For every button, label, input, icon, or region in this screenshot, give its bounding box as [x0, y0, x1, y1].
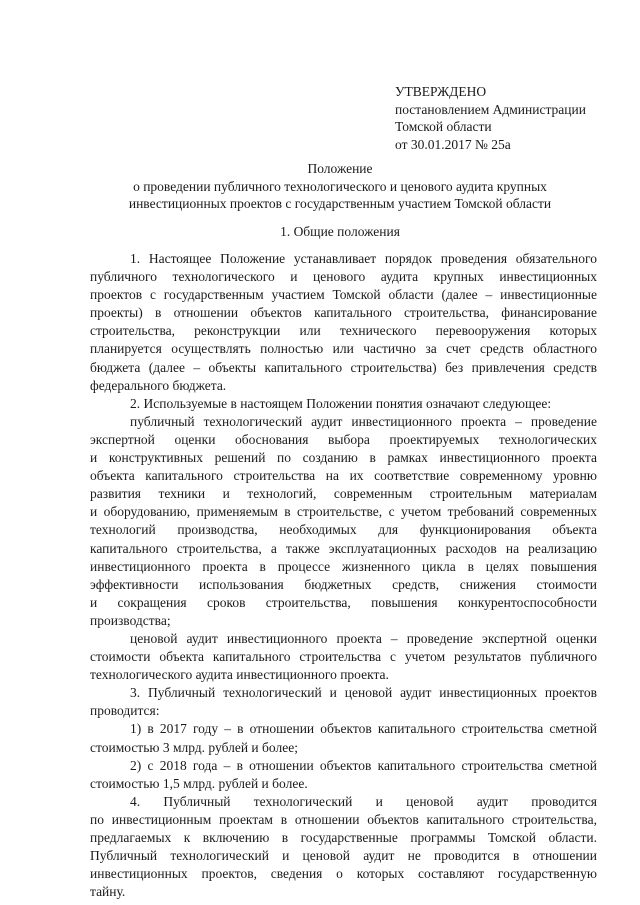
- approval-stamp: [395, 83, 586, 153]
- title-line-1: Положение: [307, 161, 373, 176]
- body-line: эффективности использования бюджетных средств, снижения стоимости: [90, 576, 597, 592]
- body-line: 4. Публичный технологический и ценовой аудит проводится: [130, 793, 597, 809]
- body-line: 1. Настоящее Положение устанавливает порядок проведения обязательного: [130, 251, 597, 266]
- approval-status: УТВЕРЖДЕНО: [395, 84, 487, 99]
- body-text: [90, 250, 597, 901]
- body-line: публичный технологический аудит инвестиционного проекта – проведение: [130, 413, 597, 429]
- approval-line-3: от 30.01.2017 № 25а: [395, 136, 511, 152]
- body-line: и сокращения сроков строительства, повышения конкурентоспособности: [90, 594, 597, 610]
- body-line: стоимостью 1,5 млрд. рублей и более.: [90, 775, 308, 791]
- body-line: 1) в 2017 году – в отношении объектов капитального строительства сметной: [130, 721, 597, 737]
- body-line: экспертной оценки обоснования выбора проектируемых технологических: [90, 431, 597, 447]
- section-heading: 1. Общие положения: [280, 224, 400, 239]
- body-line: технологий производства, необходимых для функционирования объекта: [90, 522, 597, 538]
- body-line: Публичный технологический и ценовой аудит не проводится в отношении: [90, 848, 597, 864]
- body-line: строительства, реконструкции или технического перевооружения которых: [90, 323, 597, 339]
- body-line: планируется осуществлять полностью или частично за счет средств областного: [90, 341, 597, 357]
- body-line: тайну.: [90, 884, 126, 900]
- approval-line-2: Томской области: [395, 119, 492, 134]
- title-line-2: о проведении публичного технологического и ценового аудита крупных: [133, 178, 547, 194]
- body-line: капитального строительства, а также эксплуатационных расходов на реализацию: [90, 540, 597, 556]
- body-line: проекты) в отношении объектов капитального строительства, финансирование: [90, 305, 597, 321]
- body-line: и оборудованию, применяемым в строительстве, с учетом требований современных: [90, 504, 597, 520]
- body-line: инвестиционных проектов, сведения о которых составляют государственную: [90, 866, 597, 882]
- body-line: предлагаемых к включению в государственные программы Томской области.: [90, 830, 597, 845]
- body-line: объекта капитального строительства на их соответствие современному уровню: [90, 468, 597, 484]
- body-line: проводится:: [90, 703, 160, 719]
- body-line: федерального бюджета.: [90, 377, 227, 393]
- title-line-3: инвестиционных проектов с государственным участием Томской области: [128, 196, 552, 211]
- body-line: по инвестиционным проектам в отношении объектов капитального строительства,: [90, 811, 597, 827]
- body-line: проектов с государственным участием Томской области (далее – инвестиционные: [90, 287, 597, 303]
- body-line: и конструктивных решений по созданию в рамках инвестиционного проекта: [90, 450, 597, 466]
- approval-line-1: постановлением Администрации: [395, 101, 586, 117]
- body-line: 2) с 2018 года – в отношении объектов капитального строительства сметной: [130, 757, 597, 773]
- body-line: стоимости объекта капитального строительства с учетом результатов публичного: [90, 649, 597, 665]
- body-line: публичного технологического и ценового аудита крупных инвестиционных: [90, 269, 597, 285]
- body-line: производства;: [90, 612, 171, 628]
- body-line: 2. Используемые в настоящем Положении понятия означают следующее:: [130, 395, 552, 411]
- body-line: технологического аудита инвестиционного проекта.: [90, 667, 389, 683]
- body-line: развития техники и технологий, современным строительным материалам: [90, 486, 597, 502]
- body-line: 3. Публичный технологический и ценовой аудит инвестиционных проектов: [130, 685, 597, 701]
- body-line: стоимостью 3 млрд. рублей и более;: [90, 739, 298, 755]
- body-line: инвестиционного проекта в процессе жизненного цикла в целях повышения: [90, 558, 597, 574]
- document-title: [90, 160, 590, 213]
- body-line: ценовой аудит инвестиционного проекта – проведение экспертной оценки: [130, 630, 597, 646]
- body-line: бюджета (далее – объекты капитального строительства) без привлечения средств: [90, 359, 597, 375]
